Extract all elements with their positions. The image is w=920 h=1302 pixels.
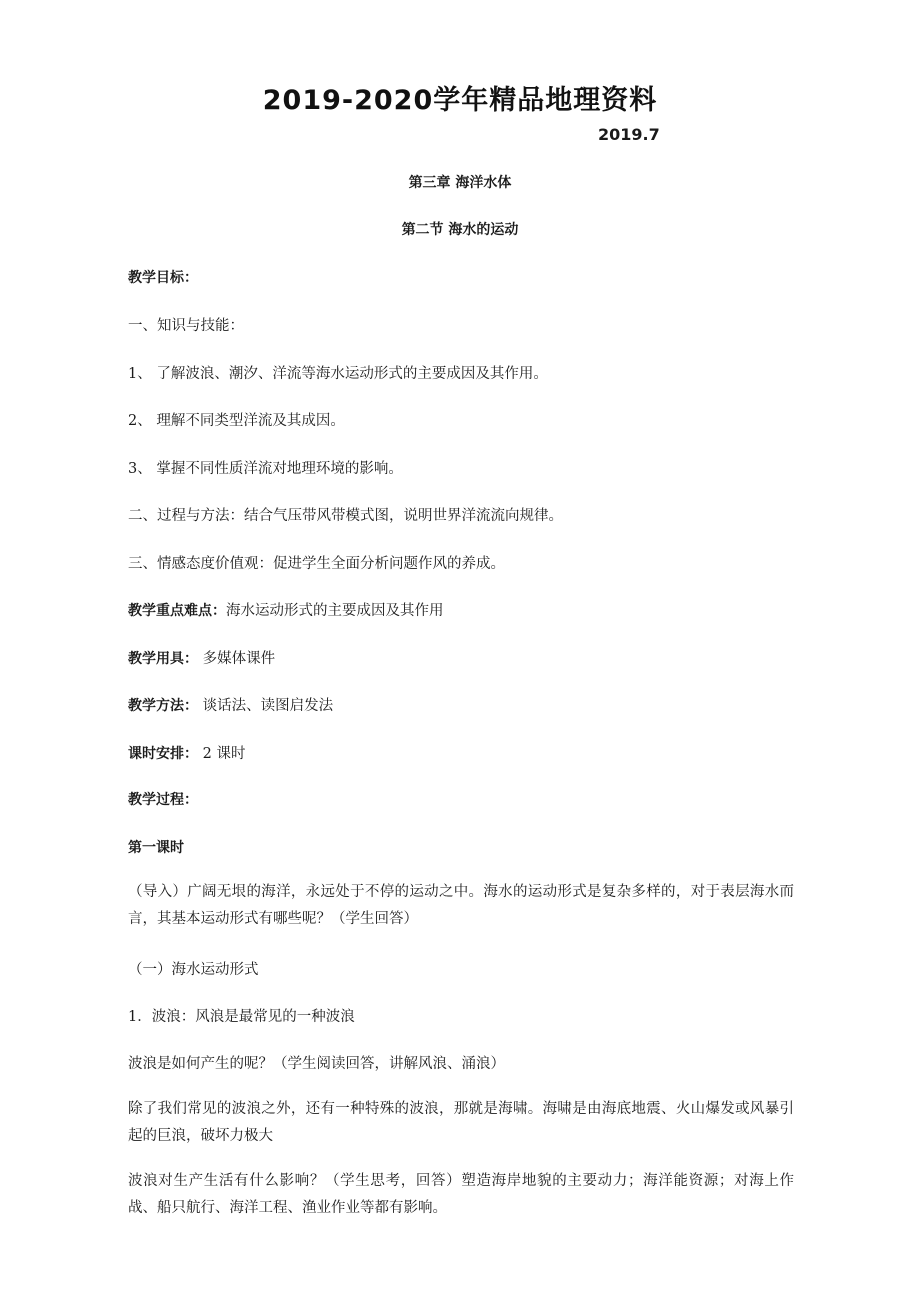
key-points-label: 教学重点难点： — [128, 603, 226, 619]
lesson-1-heading: 第一课时 — [128, 840, 184, 856]
tsunami-paragraph: 除了我们常见的波浪之外，还有一种特殊的波浪，那就是海啸。海啸是由海底地震、火山爆发或风暴引起的巨浪，破坏力极大 — [128, 1101, 794, 1144]
key-points-value: 海水运动形式的主要成因及其作用 — [226, 603, 444, 619]
teaching-tools-label: 教学用具： — [128, 651, 198, 667]
objective-item-3: 3、 掌握不同性质洋流对地理环境的影响。 — [128, 461, 403, 477]
process-heading: 教学过程： — [128, 792, 198, 808]
teaching-methods — [128, 694, 333, 715]
wave-title: 1．波浪：风浪是最常见的一种波浪 — [128, 1009, 355, 1025]
objectives-knowledge: 一、知识与技能： — [128, 318, 244, 334]
schedule-label: 课时安排： — [128, 746, 198, 762]
objectives-emotion: 三、情感态度价值观：促进学生全面分析问题作风的养成。 — [128, 556, 505, 572]
teaching-tools — [128, 647, 275, 668]
part-1-heading: （一）海水运动形式 — [128, 962, 259, 978]
objectives-process: 二、过程与方法：结合气压带风带模式图，说明世界洋流流向规律。 — [128, 508, 563, 524]
section-title: 第二节 海水的运动 — [401, 222, 519, 238]
wave-question: 波浪是如何产生的呢？（学生阅读回答，讲解风浪、涌浪） — [128, 1056, 505, 1072]
chapter-title: 第三章 海洋水体 — [408, 175, 512, 191]
document-title: 2019-2020学年精品地理资料 — [262, 85, 658, 116]
key-points — [128, 599, 444, 620]
objective-item-2: 2、 理解不同类型洋流及其成因。 — [128, 413, 345, 429]
objective-item-1: 1、 了解波浪、潮汐、洋流等海水运动形式的主要成因及其作用。 — [128, 366, 548, 382]
teaching-methods-label: 教学方法： — [128, 698, 198, 714]
intro-paragraph: （导入）广阔无垠的海洋，永远处于不停的运动之中。海水的运动形式是复杂多样的，对于表层海水而言，其基本运动形式有哪些呢？（学生回答） — [128, 884, 794, 927]
wave-impact-paragraph: 波浪对生产生活有什么影响？（学生思考，回答）塑造海岸地貌的主要动力；海洋能资源；对海上作战、船只航行、海洋工程、渔业作业等都有影响。 — [128, 1173, 794, 1216]
schedule-value: 2 课时 — [198, 746, 246, 762]
teaching-tools-value: 多媒体课件 — [198, 651, 276, 667]
objectives-heading: 教学目标： — [128, 270, 198, 286]
teaching-methods-value: 谈话法、读图启发法 — [198, 698, 334, 714]
schedule — [128, 742, 245, 763]
document-date: 2019.7 — [598, 125, 660, 144]
